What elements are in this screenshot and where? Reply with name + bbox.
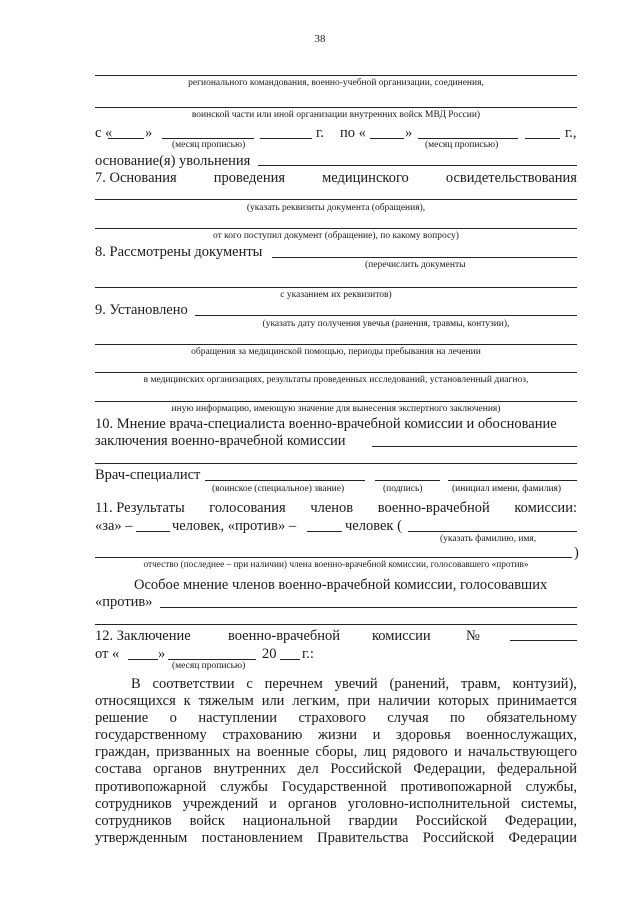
section7-field-2[interactable]	[95, 228, 577, 229]
paragraph-line: государственному страхованию жизни и здоровья военнослужащих,	[95, 727, 577, 744]
hint-other-info: иную информацию, имеющую значение для вынесения экспертного заключения)	[171, 404, 501, 414]
period-to: по «	[340, 125, 366, 141]
section9-heading: 9. Установлено	[95, 302, 188, 318]
section8-heading: 8. Рассмотрены документы	[95, 244, 263, 260]
paragraph-line: сотрудников учреждений и органов уголовно-исполнительной системы,	[95, 795, 577, 812]
hint-from-whom: от кого поступил документ (обращение), по какому вопросу)	[213, 231, 459, 241]
hint-medical-orgs: в медицинских организациях, результаты проведенных исследований, установленный диагноз,	[143, 375, 529, 385]
section7-heading: 7. Основания проведения медицинского освидетельствования	[95, 170, 577, 186]
section10-field-1[interactable]	[372, 446, 577, 447]
conclusion-year-field[interactable]	[280, 659, 300, 660]
section10-line2: заключения военно-врачебной комиссии	[95, 433, 346, 449]
section9-field-2[interactable]	[95, 344, 577, 345]
hint-month1: (месяц прописью)	[172, 140, 246, 150]
unit-blank-2[interactable]	[95, 107, 577, 108]
close-paren: )	[574, 545, 579, 561]
section12-w1: 12. Заключение	[95, 628, 191, 644]
dissent-field-2[interactable]	[95, 624, 577, 625]
section9-field-4[interactable]	[95, 401, 577, 402]
votes-for-label: «за» –	[95, 518, 133, 534]
period-from: с «	[95, 125, 113, 141]
period-month1[interactable]	[162, 138, 254, 139]
hint-surname: (указать фамилию, имя,	[440, 534, 537, 544]
dissent-line1: Особое мнение членов военно-врачебной комиссии, голосовавших	[134, 577, 548, 593]
hint-medical-help: обращения за медицинской помощью, периоды пребывания на лечении	[191, 347, 481, 357]
dismissal-grounds-label: основание(я) увольнения	[95, 153, 251, 169]
against-names-field-1[interactable]	[408, 531, 577, 532]
period-month2[interactable]	[418, 138, 518, 139]
period-yearblank1[interactable]	[260, 138, 312, 139]
period-year1: г.	[316, 125, 324, 141]
section9-field-3[interactable]	[95, 372, 577, 373]
conclusion-day-field[interactable]	[128, 659, 158, 660]
period-yearblank2[interactable]	[525, 138, 560, 139]
hint-unit: воинской части или иной организации внутренних войск МВД России)	[191, 110, 481, 120]
against-names-field-2[interactable]	[95, 557, 572, 558]
period-year2: г.,	[565, 125, 577, 141]
paragraph-line: граждан, призванных на военные сборы, лиц рядового и начальствующего	[95, 744, 577, 761]
paragraph-line: В соответствии с перечнем увечий (ранений, травм, контузий),	[131, 676, 577, 692]
section7-field-1[interactable]	[95, 199, 577, 200]
hint-patronymic: отчество (последнее – при наличии) члена военно-врачебной комиссии, голосовавшего «против»	[143, 560, 529, 570]
hint-doc-details: (указать реквизиты документа (обращения),	[246, 203, 426, 213]
hint-injury-date: (указать дату получения увечья (ранения, травмы, контузии),	[262, 319, 510, 329]
hint-month2: (месяц прописью)	[425, 140, 499, 150]
dismissal-grounds-field[interactable]	[258, 165, 577, 166]
period-q1: »	[145, 125, 153, 141]
period-q2: »	[405, 125, 413, 141]
specialist-signature-field[interactable]	[375, 480, 440, 481]
paragraph-line: сотрудников войск национальной гвардии Российской Федерации,	[95, 812, 577, 829]
section10-field-2[interactable]	[95, 463, 577, 464]
votes-against-field[interactable]	[307, 531, 342, 532]
dissent-line2: «против»	[95, 594, 153, 610]
paragraph-line: состава органов внутренних дел Российской Федерации, федеральной	[95, 761, 577, 778]
conclusion-paragraph	[95, 676, 577, 847]
section12-w4: №	[466, 628, 480, 644]
section10-line1: 10. Мнение врача-специалиста военно-врачебной комиссии и обоснование	[95, 416, 557, 432]
paragraph-line: утвержденным постановлением Правительства Российской Федерации	[95, 829, 577, 846]
persons-label: человек (	[345, 518, 402, 534]
unit-blank-1[interactable]	[95, 75, 577, 76]
hint-month3: (месяц прописью)	[172, 661, 246, 671]
section8-field-2[interactable]	[95, 287, 577, 288]
hint-regional: регионального командования, военно-учебной организации, соединения,	[188, 78, 484, 88]
section12-w2: военно-врачебной	[228, 628, 341, 644]
hint-rank: (воинское (специальное) звание)	[212, 484, 345, 494]
specialist-label: Врач-специалист	[95, 467, 201, 483]
specialist-name-field[interactable]	[448, 480, 577, 481]
conclusion-from: от «	[95, 646, 120, 662]
hint-signature: (подпись)	[383, 484, 423, 494]
conclusion-number-field[interactable]	[510, 640, 577, 641]
period-day2[interactable]	[370, 138, 404, 139]
paragraph-line: противопожарной службы Государственной противопожарной службы,	[95, 778, 577, 795]
dissent-field-1[interactable]	[160, 607, 577, 608]
conclusion-year: 20	[262, 646, 277, 662]
period-day1[interactable]	[108, 138, 144, 139]
section9-field-1[interactable]	[195, 315, 577, 316]
hint-initials: (инициал имени, фамилия)	[452, 484, 562, 494]
votes-for-field[interactable]	[136, 531, 170, 532]
conclusion-month-field[interactable]	[168, 659, 256, 660]
votes-against-label: человек, «против» –	[172, 518, 297, 534]
conclusion-year-end: г.:	[302, 646, 314, 662]
paragraph-line: решение о наступлении страхового случая по обязательному	[95, 710, 577, 727]
section8-field-1[interactable]	[272, 257, 577, 258]
conclusion-q: »	[158, 646, 166, 662]
hint-list-docs: (перечислить документы	[365, 260, 466, 270]
section12-w3: комиссии	[372, 628, 431, 644]
section11-heading: 11. Результаты голосования членов военно-врачебной комиссии:	[95, 500, 577, 516]
hint-with-details: с указанием их реквизитов)	[280, 290, 392, 300]
page-number: 38	[314, 33, 326, 45]
paragraph-line: относящихся к тяжелым или легким, при наличии которых принимается	[95, 693, 577, 710]
specialist-rank-field[interactable]	[205, 480, 365, 481]
